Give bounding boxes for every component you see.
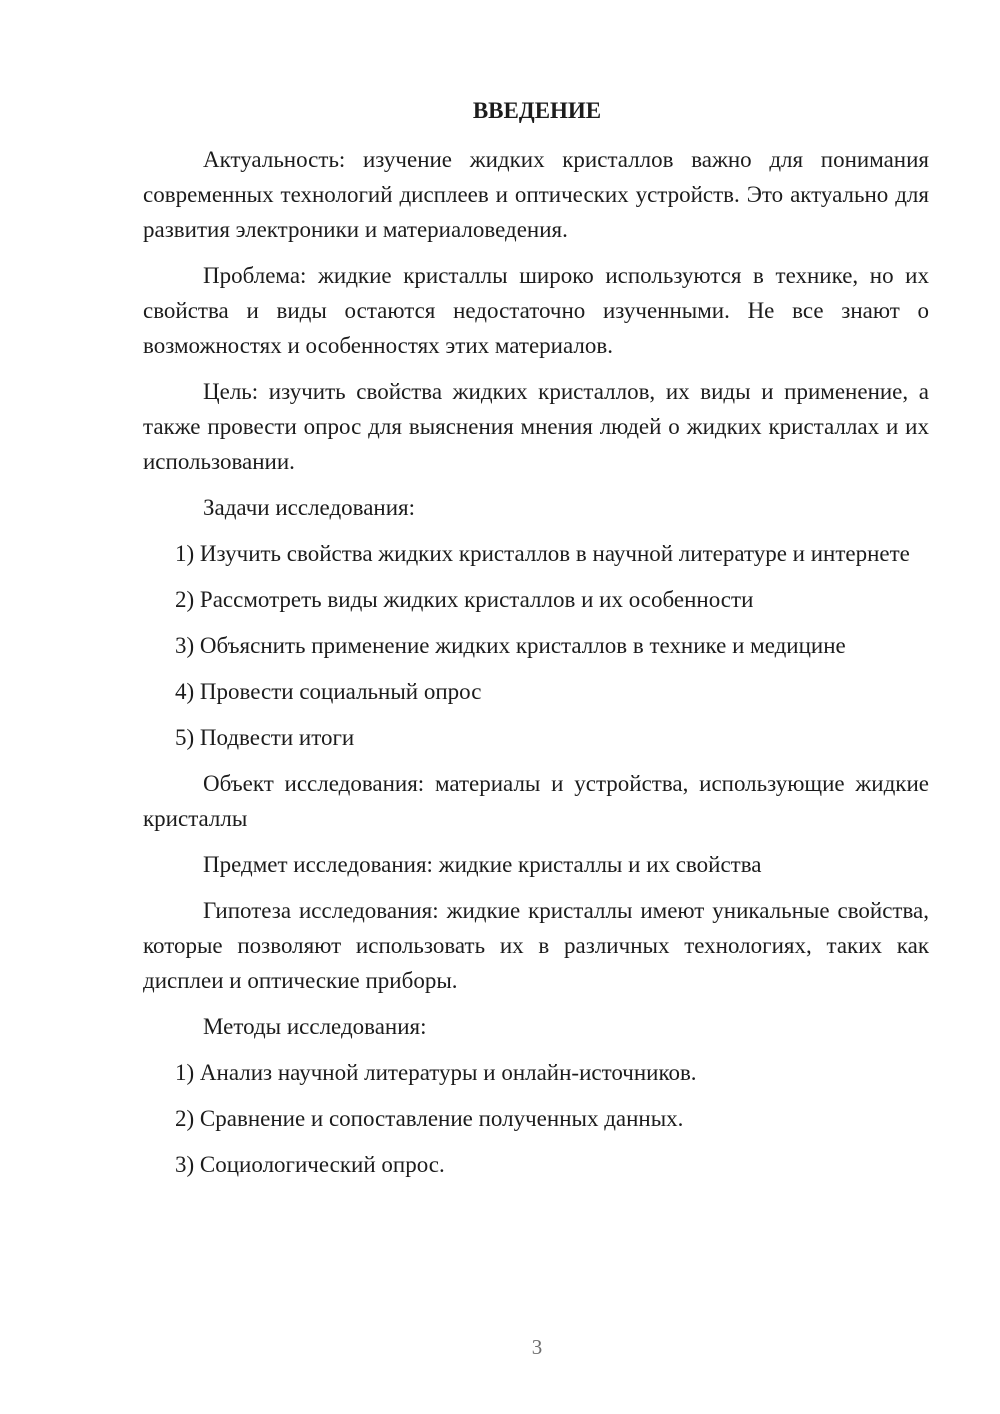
task-item-1: 1) Изучить свойства жидких кристаллов в научной литературе и интернете <box>175 541 910 566</box>
task-item-4: 4) Провести социальный опрос <box>175 679 482 704</box>
tasks-heading: Задачи исследования: <box>203 495 416 520</box>
methods-heading: Методы исследования: <box>203 1014 427 1039</box>
paragraph-problem: Проблема: жидкие кристаллы широко используются в технике, но их свойства и виды остаются недостаточно изученными. Не все знают о возможностях и особенностях этих материалов. <box>143 263 929 358</box>
method-item-1: 1) Анализ научной литературы и онлайн-источников. <box>175 1060 697 1085</box>
task-item-5: 5) Подвести итоги <box>175 725 355 750</box>
paragraph-subject: Предмет исследования: жидкие кристаллы и их свойства <box>203 852 762 877</box>
paragraph-relevance: Актуальность: изучение жидких кристаллов важно для понимания современных технологий дисплеев и оптических устройств. Это актуально для развития электроники и материаловедения. <box>143 147 929 242</box>
page-number: 3 <box>531 1335 543 1359</box>
page-title: ВВЕДЕНИЕ <box>472 98 602 123</box>
task-item-3: 3) Объяснить применение жидких кристаллов в технике и медицине <box>175 633 846 658</box>
method-item-3: 3) Социологический опрос. <box>175 1152 445 1177</box>
paragraph-hypothesis: Гипотеза исследования: жидкие кристаллы имеют уникальные свойства, которые позволяют использовать их в различных технологиях, таких как дисплеи и оптические приборы. <box>143 898 929 993</box>
paragraph-object: Объект исследования: материалы и устройства, использующие жидкие кристаллы <box>143 771 929 831</box>
task-item-2: 2) Рассмотреть виды жидких кристаллов и их особенности <box>175 587 754 612</box>
document-body <box>143 142 929 1193</box>
method-item-2: 2) Сравнение и сопоставление полученных данных. <box>175 1106 684 1131</box>
paragraph-goal: Цель: изучить свойства жидких кристаллов, их виды и применение, а также провести опрос для выяснения мнения людей о жидких кристаллах и их использовании. <box>143 379 929 474</box>
